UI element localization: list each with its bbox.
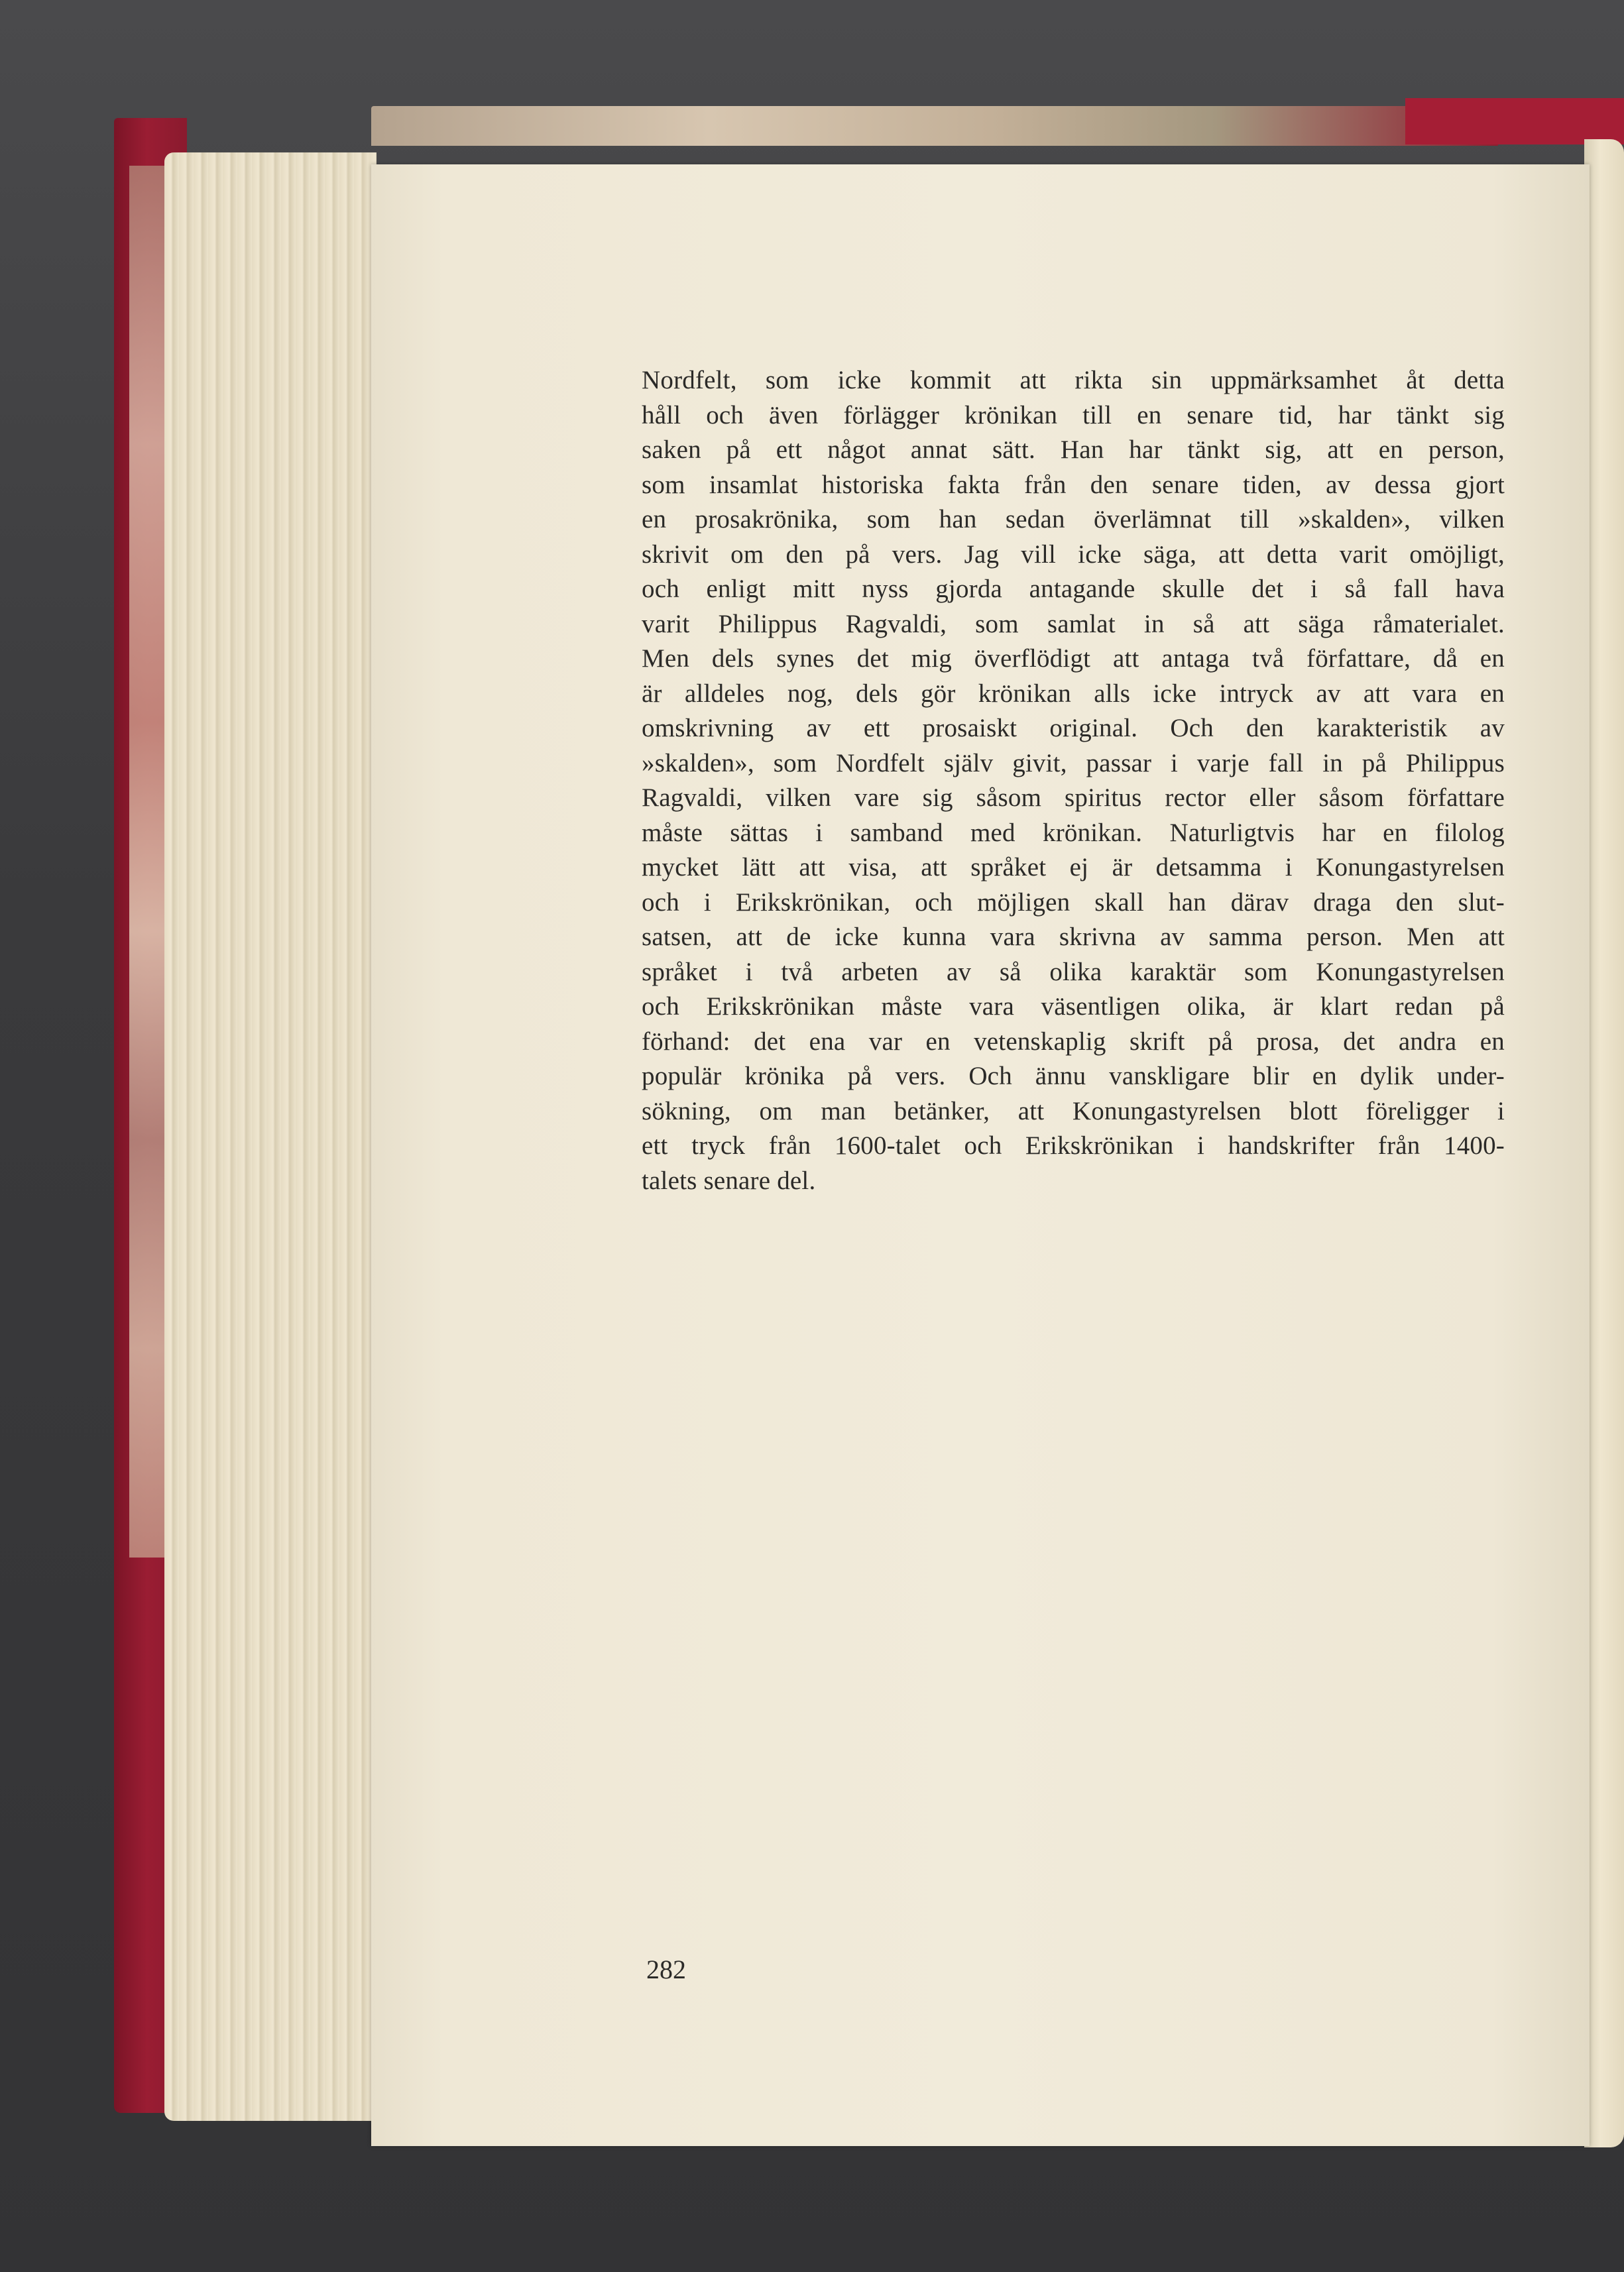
text-line: ett tryck från 1600-talet och Erikskrönikan i handskrifter från 1400- — [642, 1131, 1505, 1160]
text-line: och i Erikskrönikan, och möjligen skall han därav draga den slut- — [642, 887, 1505, 917]
text-line: satsen, att de icke kunna vara skrivna av samma person. Men att — [642, 923, 1505, 951]
text-line: mycket lätt att visa, att språket ej är detsamma i Konungastyrelsen — [642, 853, 1505, 881]
page-number: 282 — [646, 1955, 686, 1984]
page-body-text — [642, 363, 1505, 1205]
text-line: språket i två arbeten av så olika karaktär som Konungastyrelsen — [642, 957, 1505, 986]
text-line: Men dels synes det mig överflödigt att antaga två författare, då en — [642, 644, 1505, 673]
text-line: »skalden», som Nordfelt själv givit, passar i varje fall in på Philippus — [642, 748, 1505, 777]
text-line: och Erikskrönikan måste vara väsentligen olika, är klart redan på — [642, 992, 1505, 1021]
text-line: omskrivning av ett prosaiskt original. Och den karakteristik av — [642, 714, 1505, 742]
page-edges-stack — [164, 152, 377, 2121]
text-line: populär krönika på vers. Och ännu vanskligare blir en dylik under- — [642, 1062, 1505, 1090]
text-line: varit Philippus Ragvaldi, som samlat in så att säga råmaterialet. — [642, 609, 1505, 638]
text-line: är alldeles nog, dels gör krönikan alls icke intryck av att vara en — [642, 679, 1505, 708]
text-line: håll och även förlägger krönikan till en senare tid, har tänkt sig — [642, 400, 1505, 429]
book-cover-top-corner — [1405, 98, 1624, 144]
text-line: Nordfelt, som icke kommit att rikta sin uppmärksamhet åt detta — [642, 366, 1505, 394]
text-line: saken på ett något annat sätt. Han har tänkt sig, att en person, — [642, 435, 1505, 464]
text-line: talets senare del. — [642, 1166, 816, 1195]
book-cover-top-edge — [371, 106, 1498, 146]
text-line: Ragvaldi, vilken vare sig såsom spiritus rector eller såsom författare — [642, 783, 1505, 812]
facing-page-edge — [1584, 139, 1624, 2147]
text-line: som insamlat historiska fakta från den senare tiden, av dessa gjort — [642, 470, 1505, 499]
text-line: en prosakrönika, som han sedan överlämnat till »skalden», vilken — [642, 505, 1505, 534]
text-line: måste sättas i samband med krönikan. Naturligtvis har en filolog — [642, 818, 1505, 847]
text-line: och enligt mitt nyss gjorda antagande skulle det i så fall hava — [642, 575, 1505, 603]
text-line: förhand: det ena var en vetenskaplig skrift på prosa, det andra en — [642, 1027, 1505, 1056]
text-line: skrivit om den på vers. Jag vill icke säga, att detta varit omöjligt, — [642, 540, 1505, 569]
text-line: sökning, om man betänker, att Konungastyrelsen blott föreligger i — [642, 1096, 1505, 1125]
